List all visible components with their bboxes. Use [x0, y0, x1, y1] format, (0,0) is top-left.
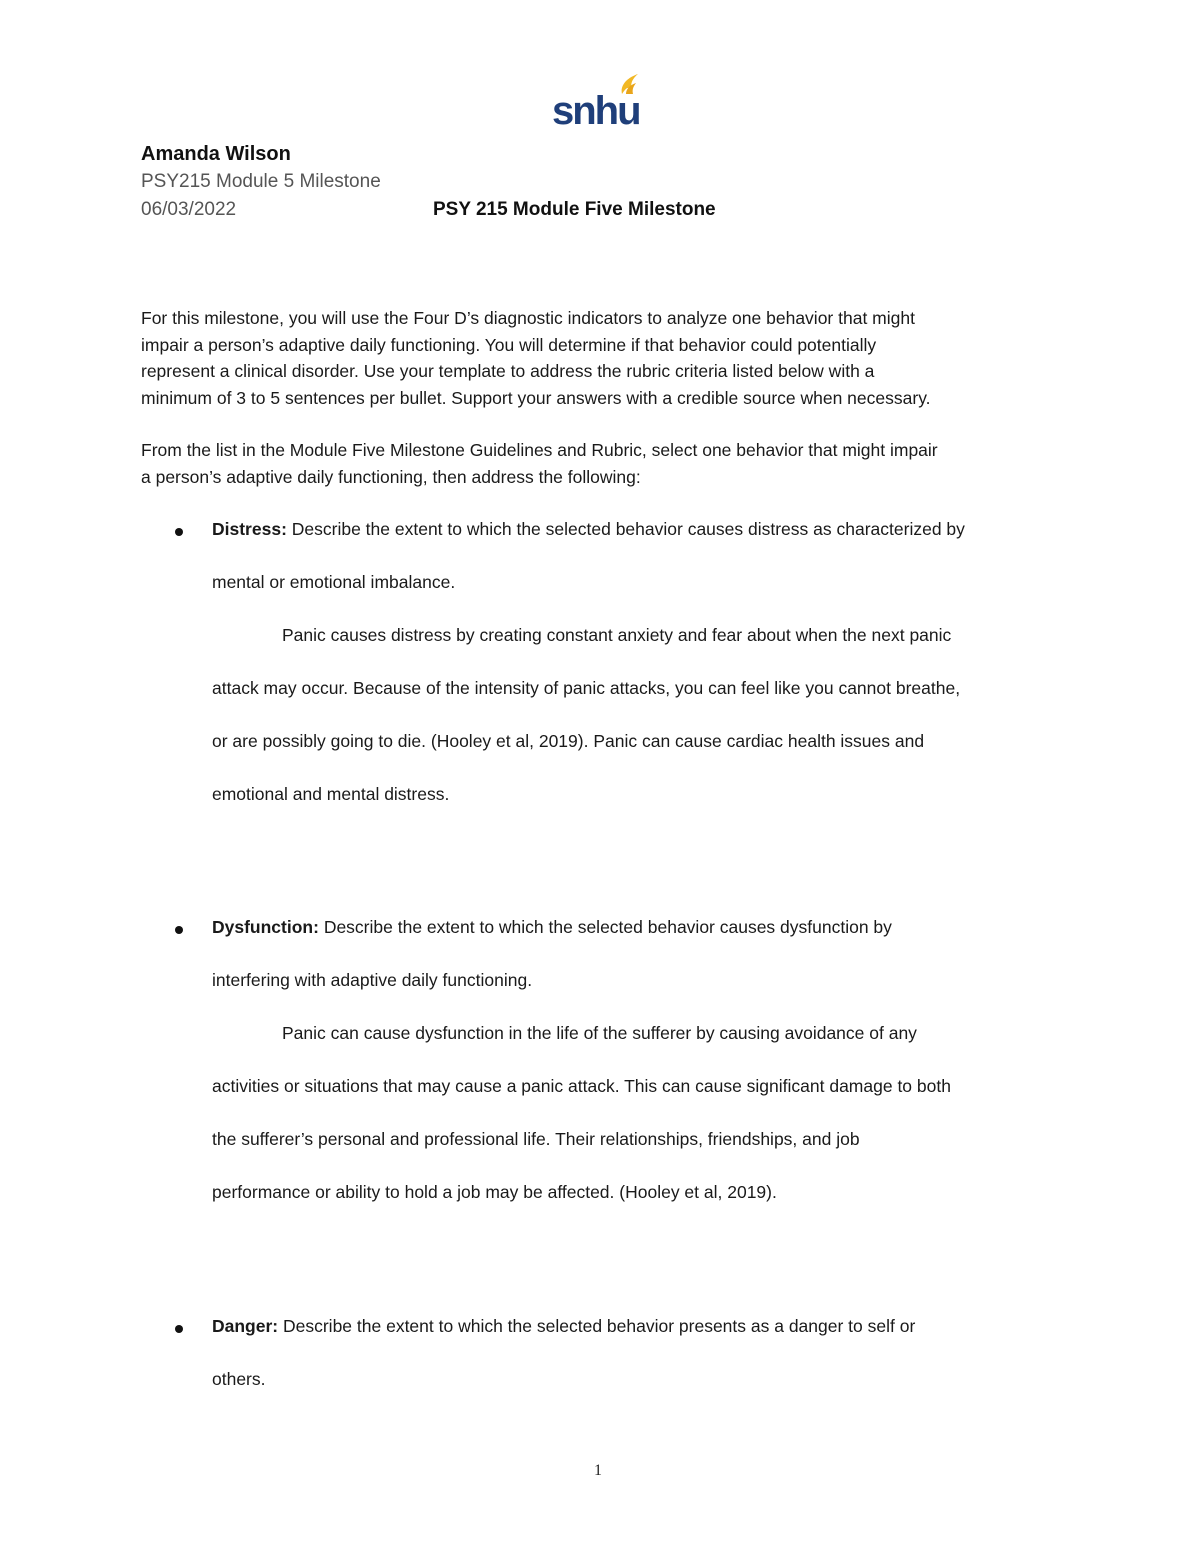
intro-line: For this milestone, you will use the Four D’s diagnostic indicators to analyze one behavior that might — [141, 308, 915, 328]
bullet-term: Distress: — [212, 519, 287, 539]
author-name: Amanda Wilson — [141, 143, 291, 165]
bullet-prompt-continued: mental or emotional imbalance. — [212, 572, 456, 592]
bullet-prompt-text: Describe the extent to which the selected behavior presents as a danger to self or — [278, 1316, 916, 1336]
lead-line: a person’s adaptive daily functioning, then address the following: — [141, 467, 641, 487]
bullet-marker — [175, 528, 183, 536]
answer-line: Panic can cause dysfunction in the life of the sufferer by causing avoidance of any — [282, 1023, 917, 1043]
bullet-prompt — [212, 519, 965, 540]
answer-line: activities or situations that may cause a panic attack. This can cause significant damage to both — [212, 1076, 951, 1096]
bullet-prompt-text: Describe the extent to which the selected behavior causes distress as characterized by — [286, 519, 965, 539]
bullet-prompt — [212, 917, 892, 938]
answer-line: or are possibly going to die. (Hooley et al, 2019). Panic can cause cardiac health issues and — [212, 731, 925, 751]
page-number: 1 — [594, 1462, 602, 1479]
lead-line: From the list in the Module Five Milestone Guidelines and Rubric, select one behavior that might impair — [141, 440, 938, 460]
bullet-prompt-continued: others. — [212, 1369, 266, 1389]
bullet-prompt-continued: interfering with adaptive daily functioning. — [212, 970, 533, 990]
bullet-term: Danger: — [212, 1316, 279, 1336]
answer-line: performance or ability to hold a job may be affected. (Hooley et al, 2019). — [212, 1182, 777, 1202]
bullet-marker — [175, 926, 183, 934]
bullet-prompt-text: Describe the extent to which the selected behavior causes dysfunction by — [318, 917, 892, 937]
answer-line: emotional and mental distress. — [212, 784, 450, 804]
document-title: PSY 215 Module Five Milestone — [433, 199, 716, 220]
intro-line: impair a person’s adaptive daily functioning. You will determine if that behavior could potentially — [141, 335, 877, 355]
snhu-logo — [552, 70, 644, 136]
course-line: PSY215 Module 5 Milestone — [141, 171, 381, 192]
intro-line: minimum of 3 to 5 sentences per bullet. Support your answers with a credible source when necessary. — [141, 388, 931, 408]
date-line: 06/03/2022 — [141, 199, 237, 220]
answer-line: Panic causes distress by creating constant anxiety and fear about when the next panic — [282, 625, 952, 645]
answer-line: attack may occur. Because of the intensity of panic attacks, you can feel like you cannot breathe, — [212, 678, 961, 698]
bullet-term: Dysfunction: — [212, 917, 319, 937]
logo-wordmark: snhu — [552, 89, 640, 133]
bullet-prompt — [212, 1316, 915, 1337]
bullet-marker — [175, 1325, 183, 1333]
answer-line: the sufferer’s personal and professional life. Their relationships, friendships, and job — [212, 1129, 860, 1149]
intro-line: represent a clinical disorder. Use your template to address the rubric criteria listed below with a — [141, 361, 875, 381]
